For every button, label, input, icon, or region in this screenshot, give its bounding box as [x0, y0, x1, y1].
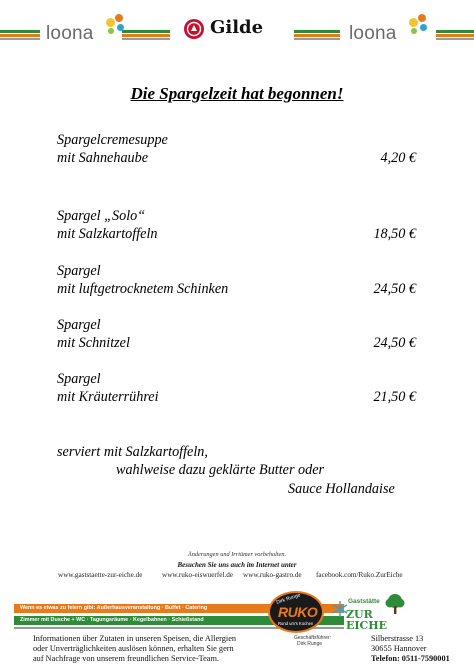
url-ruko-eiswuerfel[interactable]: www.ruko-eiswuerfel.de — [162, 571, 233, 579]
zur-eiche-big-text: ZUR EICHE — [346, 608, 388, 632]
gilde-logo: Gilde — [210, 17, 264, 38]
serving-note-line-2: wahlweise dazu geklärte Butter oder — [116, 462, 325, 478]
menu-item-3-price: 24,50 € — [373, 281, 416, 297]
serving-note-line-1: serviert mit Salzkartoffeln, — [57, 444, 208, 460]
allergen-info-line-3: auf Nachfrage von unserem freundlichen Service-Team. — [33, 654, 220, 663]
ruko-logo-text: RUKO — [278, 604, 318, 620]
disclaimer: Änderungen und Irrtümer vorbehalten. — [187, 551, 287, 558]
menu-item-3-desc: mit luftgetrocknetem Schinken — [57, 281, 229, 297]
url-ruko-gastro[interactable]: www.ruko-gastro.de — [243, 571, 302, 579]
zur-eiche-small-text: Gaststätte — [348, 598, 380, 605]
menu-item-1-desc: mit Sahnehaube — [57, 150, 149, 166]
ruko-logo-icon — [268, 591, 324, 633]
ruko-logo-subtext: Rund um's Kochen — [278, 621, 314, 626]
menu-item-1-name: Spargelcremesuppe — [57, 132, 168, 148]
manager-name: Dirk Runge — [297, 641, 323, 647]
menu-item-4-name: Spargel — [57, 317, 101, 333]
ruko-logo-arc-text: Dirk Runge — [275, 592, 302, 606]
menu-item-3-name: Spargel — [57, 263, 101, 279]
menu-item-2-price: 18,50 € — [373, 226, 416, 242]
banner-bar-events: Wenn es etwas zu feiern gibt: Außerhausveranstaltung · Buffet · Catering — [14, 604, 344, 613]
menu-item-5-name: Spargel — [57, 371, 101, 387]
serving-note-line-3: Sauce Hollandaise — [288, 481, 395, 497]
url-zur-eiche[interactable]: www.gaststaette-zur-eiche.de — [58, 571, 143, 579]
menu-item-4-desc: mit Schnitzel — [57, 335, 130, 351]
address-street: Silberstrasse 13 — [371, 634, 424, 643]
loona-bubbles-icon-left — [104, 14, 130, 38]
loona-bubbles-icon-right — [407, 14, 433, 38]
menu-item-2-desc: mit Salzkartoffeln — [57, 226, 158, 242]
manager-label: Geschäftsführer: — [294, 635, 331, 641]
allergen-info-line-2: oder Unverträglichkeiten auslösen können, erhalten Sie gern — [33, 644, 234, 653]
address-phone[interactable]: Telefon: 0511-7590001 — [371, 654, 450, 663]
allergen-info-line-1: Informationen über Zutaten in unseren Speisen, die Allergien — [33, 634, 237, 643]
visit-us-note: Besuchen Sie uns auch im Internet unter — [177, 561, 297, 569]
loona-logo-left: loona — [46, 23, 94, 44]
banner-bar-rooms: Zimmer mit Dusche + WC · Tagungsräume · Kegelbahnen · Schießstand — [14, 616, 344, 625]
menu-item-5-price: 21,50 € — [373, 389, 416, 405]
menu-item-5-desc: mit Kräuterrührei — [57, 389, 159, 405]
loona-logo-right: loona — [349, 23, 397, 44]
menu-item-2-name: Spargel „Solo“ — [57, 208, 146, 224]
zur-eiche-logo — [348, 593, 408, 635]
menu-item-1-price: 4,20 € — [380, 150, 416, 166]
gilde-emblem-icon — [184, 19, 204, 39]
menu-item-4-price: 24,50 € — [373, 335, 416, 351]
address-city: 30655 Hannover — [371, 644, 427, 653]
menu-headline: Die Spargelzeit hat begonnen! — [130, 84, 344, 103]
url-facebook[interactable]: facebook.com/Ruko.ZurEiche — [316, 571, 403, 579]
